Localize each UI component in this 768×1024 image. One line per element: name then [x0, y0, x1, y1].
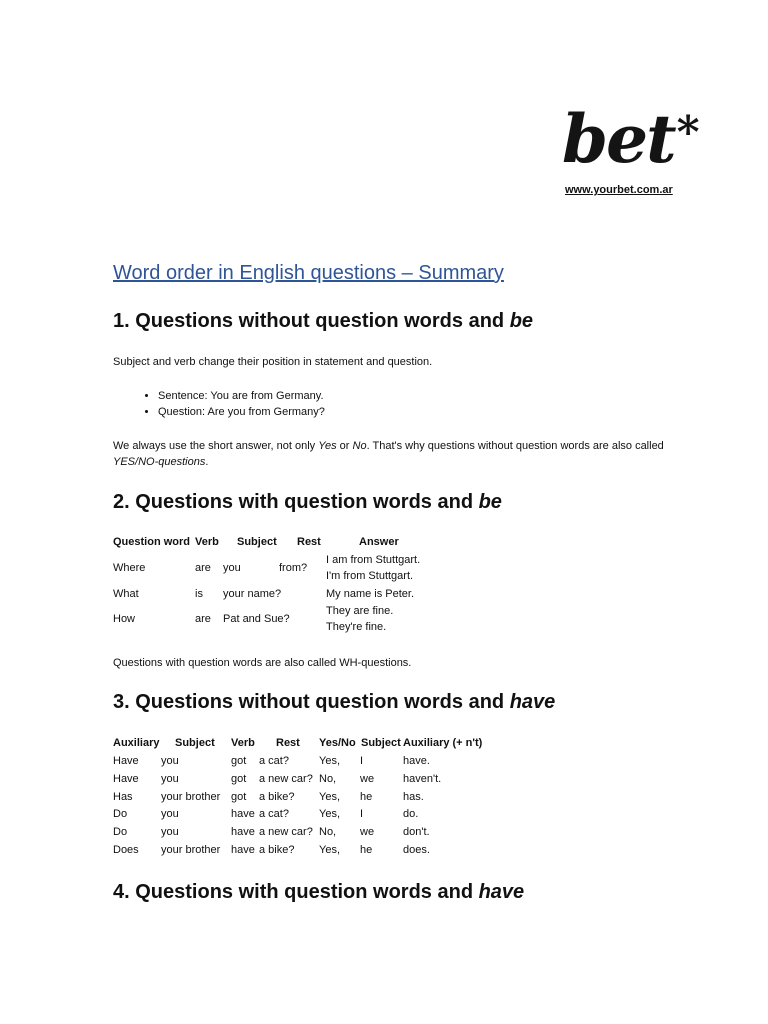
table-cell-verb: got: [231, 755, 247, 767]
table-cell-yes-no: Yes,: [319, 844, 341, 856]
section-4-heading: [113, 881, 524, 904]
table-cell-rest: a new car?: [259, 773, 313, 785]
table-cell-verb: have: [231, 844, 255, 856]
note-text-4: .: [205, 456, 209, 468]
site-link[interactable]: www.yourbet.com.ar: [565, 184, 673, 196]
section-1-heading: [113, 310, 533, 333]
table-cell-subject: you: [161, 826, 179, 838]
table-cell-subject: you: [161, 755, 179, 767]
table-header-verb: Verb: [195, 536, 219, 548]
table-cell-auxiliary: Have: [113, 773, 139, 785]
logo-star: *: [676, 107, 698, 158]
section-1-short-answer-note: [113, 438, 703, 470]
section-2-heading: [113, 491, 502, 514]
logo-wordmark: bet: [562, 100, 675, 178]
table-cell-subject: you: [223, 562, 241, 574]
table-header-subject: Subject: [175, 737, 215, 749]
note-text-2: or: [336, 440, 353, 452]
table-cell-answer: I am from Stuttgart.: [326, 554, 421, 566]
table-cell-answer-subject: we: [360, 826, 375, 838]
wh-questions-note: Questions with question words are also called WH-questions.: [113, 657, 412, 669]
table-cell-verb: are: [195, 562, 211, 574]
section-3-heading-text: 3. Questions without question words and: [113, 691, 510, 713]
table-cell-answer: I'm from Stuttgart.: [326, 570, 414, 582]
section-1-heading-emphasis: be: [509, 310, 534, 332]
table-cell-yes-no: No,: [319, 773, 337, 785]
table-cell-subject: Pat and Sue?: [223, 613, 290, 625]
table-cell-auxiliary: Does: [113, 844, 139, 856]
table-cell-auxiliary: Do: [113, 826, 128, 838]
table-header-answer-subject: Subject: [361, 737, 401, 749]
table-cell-rest: from?: [279, 562, 308, 574]
table-cell-answer-auxiliary: have.: [403, 755, 430, 767]
section-4-heading-text: 4. Questions with question words and: [113, 881, 479, 903]
table-cell-rest: a cat?: [259, 808, 289, 820]
table-cell-yes-no: Yes,: [319, 808, 341, 820]
table-cell-yes-no: Yes,: [319, 755, 341, 767]
note-text-1: We always use the short answer, not only: [113, 440, 319, 452]
table-header-rest: Rest: [276, 737, 300, 749]
note-no: No: [352, 440, 367, 452]
table-cell-subject: your brother: [161, 791, 221, 803]
table-cell-rest: a bike?: [259, 791, 295, 803]
section-2-heading-text: 2. Questions with question words and: [113, 491, 479, 513]
table-cell-answer: They're fine.: [326, 621, 387, 633]
table-cell-rest: a bike?: [259, 844, 295, 856]
table-cell-verb: is: [195, 588, 203, 600]
table-cell-verb: have: [231, 808, 255, 820]
table-cell-answer-subject: I: [360, 808, 364, 820]
table-cell-qword: How: [113, 613, 136, 625]
table-cell-verb: got: [231, 791, 247, 803]
table-header-subject: Subject: [237, 536, 277, 548]
table-header-rest: Rest: [297, 536, 321, 548]
note-text-3: . That's why questions without question words are also called: [366, 440, 664, 452]
table-header-answer: Answer: [359, 536, 399, 548]
table-cell-rest: a cat?: [259, 755, 289, 767]
table-cell-answer: They are fine.: [326, 605, 394, 617]
section-1-heading-text: 1. Questions without question words and: [113, 310, 510, 332]
table-cell-answer-auxiliary: has.: [403, 791, 424, 803]
table-cell-answer: My name is Peter.: [326, 588, 415, 600]
table-cell-verb: are: [195, 613, 211, 625]
table-cell-qword: What: [113, 588, 139, 600]
table-header-question-word: Question word: [113, 536, 190, 548]
table-cell-answer-auxiliary: do.: [403, 808, 419, 820]
note-yes: Yes: [318, 440, 337, 452]
table-header-auxiliary: Auxiliary: [113, 737, 160, 749]
table-cell-yes-no: No,: [319, 826, 337, 838]
section-2-heading-emphasis: be: [478, 491, 502, 513]
table-cell-auxiliary: Do: [113, 808, 128, 820]
table-cell-auxiliary: Has: [113, 791, 133, 803]
table-cell-answer-auxiliary: don't.: [403, 826, 430, 838]
table-header-auxiliary-nt: Auxiliary (+ n't): [403, 737, 483, 749]
section-3-heading-emphasis: have: [509, 691, 556, 713]
table-cell-answer-auxiliary: does.: [403, 844, 430, 856]
section-1-bullet-list: [130, 388, 325, 420]
table-cell-answer-subject: he: [360, 791, 373, 803]
table-cell-answer-subject: I: [360, 755, 364, 767]
brand-logo: [562, 100, 698, 178]
bullet-question: • Question: Are you from Germany?: [158, 404, 325, 420]
table-cell-subject: your name?: [223, 588, 282, 600]
table-cell-auxiliary: Have: [113, 755, 139, 767]
table-cell-verb: got: [231, 773, 247, 785]
section-3-heading: [113, 691, 555, 714]
table-header-yes-no: Yes/No: [319, 737, 356, 749]
section-4-heading-emphasis: have: [478, 881, 525, 903]
table-header-verb: Verb: [231, 737, 255, 749]
table-cell-subject: you: [161, 808, 179, 820]
table-cell-yes-no: Yes,: [319, 791, 341, 803]
table-cell-answer-subject: we: [360, 773, 375, 785]
table-cell-qword: Where: [113, 562, 146, 574]
note-yes-no-questions: YES/NO-questions: [113, 456, 206, 468]
table-cell-answer-auxiliary: haven't.: [403, 773, 442, 785]
table-cell-answer-subject: he: [360, 844, 373, 856]
table-cell-subject: your brother: [161, 844, 221, 856]
section-1-intro: Subject and verb change their position in statement and question.: [113, 356, 433, 368]
table-cell-subject: you: [161, 773, 179, 785]
bullet-sentence: • Sentence: You are from Germany.: [158, 388, 325, 404]
document-title: Word order in English questions – Summary: [113, 262, 504, 284]
table-cell-rest: a new car?: [259, 826, 313, 838]
table-cell-verb: have: [231, 826, 255, 838]
